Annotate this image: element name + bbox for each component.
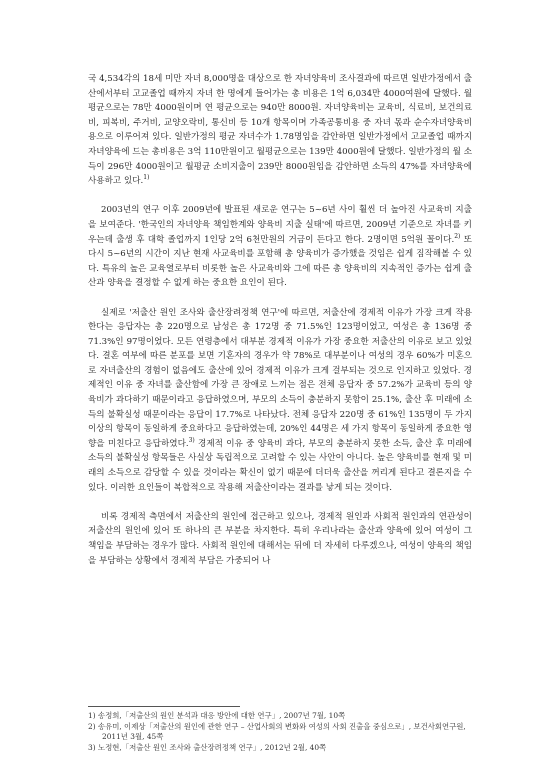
paragraph-4-text: 비록 경제적 측면에서 저출산의 원인에 접근하고 있으나, 경제적 원인과 사회적 원인과의 연관성이 저출산의 원인에 있어 또 하나의 큰 부분을 차지한다. 특히 우리나라는 출산과 양육에 있어 여성이 그 책임을 부담하는 경우가 많다. 사회적 원인에 대해서는 뒤에 더 자세히 다루겠으나, 여성이 양육의 책임을 부담하는 상황에서 경제적 부담은 가중되어 나: [88, 511, 472, 566]
paragraph-2-text-b: 또 다시 5~6년의 시간이 지난 현재 사교육비를 포함해 총 양육비가 증가했을 것임은 쉽게 짐작해볼 수 있다. 특유의 높은 교육열로부터 비롯한 높은 사교육비와 그에 따른 총 양육비의 지속적인 증가는 쉽게 출산과 양육을 결정할 수 없게 하는 중요한 요인이 된다.: [88, 234, 472, 289]
paragraph-3-text-b: 경제적 이유 중 양육비 과다, 부모의 충분하지 못한 소득, 출산 후 미래에 소득의 불확실성 항목들은 사실상 독립적으로 고려할 수 있는 사안이 아니다. 높은 양육비를 현재 및 미래의 소득으로 감당할 수 있을 것이라는 확신이 없기 때문에 더더욱 출산을 꺼리게 된다고 결론지을 수 있다. 이러한 요인들이 복합적으로 작용해 저출산이라는 결과를 낳게 되는 것이다.: [88, 438, 472, 493]
paragraph-1-text: 국 4,534각의 18세 미만 자녀 8,000명을 대상으로 한 자녀양육비 조사결과에 따르면 일반가정에서 출산에서부터 고교졸업 때까지 자녀 한 명에게 들어가는 총 비용은 1억 6,034만 4000여원에 달했다. 월 평균으로는 78만 4000원이며 연 평균으로는 940만 8000원. 자녀양육비는 교육비, 식료비, 보건의료비, 피복비, 주거비, 교양오락비, 통신비 등 10개 항목이며 가족공통비용 중 자녀 몫과 순수자녀양육비용으로 이루어져 있다. 일반가정의 평균 자녀수가 1.78명임을 감안하면 일반가정에서 고교졸업 때까지 자녀양육에 드는 총비용은 3억 110만원이고 월평균으로는 139만 4000원에 달했다. 일반가정의 월 소득이 296만 4000원이고 월평균 소비지출이 239만 8000원임을 감안하면 소득의 47%를 자녀양육에 사용하고 있다.: [88, 74, 472, 187]
paragraph-3: [88, 306, 472, 496]
paragraph-4: [88, 510, 472, 568]
footnote-divider: [88, 706, 240, 707]
footnote-3: 3) 노정현,「저출산 원인 조사와 출산장려정책 연구」, 2012년 2월, 40쪽: [88, 742, 327, 752]
footnote-2: 2) 송유미, 이제상「저출산의 원인에 관한 연구 – 산업사회의 변화와 여성의 사회 진출을 중심으로」, 보건사회연구원, 2011년 3월, 45쪽: [88, 721, 466, 742]
footnote-ref-3: 3): [188, 436, 195, 444]
body-text: [88, 72, 472, 583]
paragraph-2: [88, 203, 472, 291]
paragraph-3-text-a: 실제로 '저출산 원인 조사와 출산장려정책 연구'에 따르면, 저출산에 경제적 이유가 가장 크게 작용한다는 응답자는 총 220명으로 남성은 총 172명 중 71.5%인 123명이었고, 여성은 총 136명 중 71.3%인 97명이었다. 모든 연령층에서 대부분 경제적 이유가 가장 중요한 저출산의 이유로 보고 있었다. 결혼 여부에 따른 분포를 보면 기혼자의 경우가 약 78%로 대부분이나 여성의 경우 60%가 미혼으로 자녀출산의 경험이 없음에도 출산에 있어 경제적 이유가 크게 걸부되는 것으로 인지하고 있었다. 경제적인 이유 중 자녀를 출산함에 가장 큰 장애로 느끼는 점은 전체 응답자 중 57.2%가 교육비 등의 양육비가 과다하기 때문이라고 응답하였으며, 부모의 소득이 충분하지 못함이 25.1%, 출산 후 미래에 소득의 불확실성 때문이라는 응답이 17.7%로 나타났다. 전체 응답자 220명 중 61%인 135명이 두 가지 이상의 항목이 동일하게 중요하다고 응답하였는데, 20%인 44명은 세 가지 항목이 동일하게 중요한 영향을 미친다고 응답하였다.: [88, 307, 472, 449]
footnotes: [88, 711, 472, 753]
footnote-ref-1: 1): [143, 174, 150, 182]
paragraph-1: [88, 72, 472, 189]
paragraph-2-text-a: 2003년의 연구 이후 2009년에 발표된 새로운 연구는 5~6년 사이 훨씬 더 높아진 사교육비 지출을 보여준다. '한국인의 자녀양육 책임한계와 양육비 지출 실태'에 따르면, 2009년 기준으로 자녀를 키우는데 출생 후 대학 졸업까지 1인당 2억 6천만원의 거금이 든다고 한다. 2명이면 5억원 꼴이다.: [88, 205, 472, 245]
footnote-1: 1) 송정희,「저출산의 원인 분석과 대응 방안에 대한 연구」, 2007년 7월, 10쪽: [88, 711, 346, 720]
footnote-ref-2: 2): [454, 232, 461, 240]
